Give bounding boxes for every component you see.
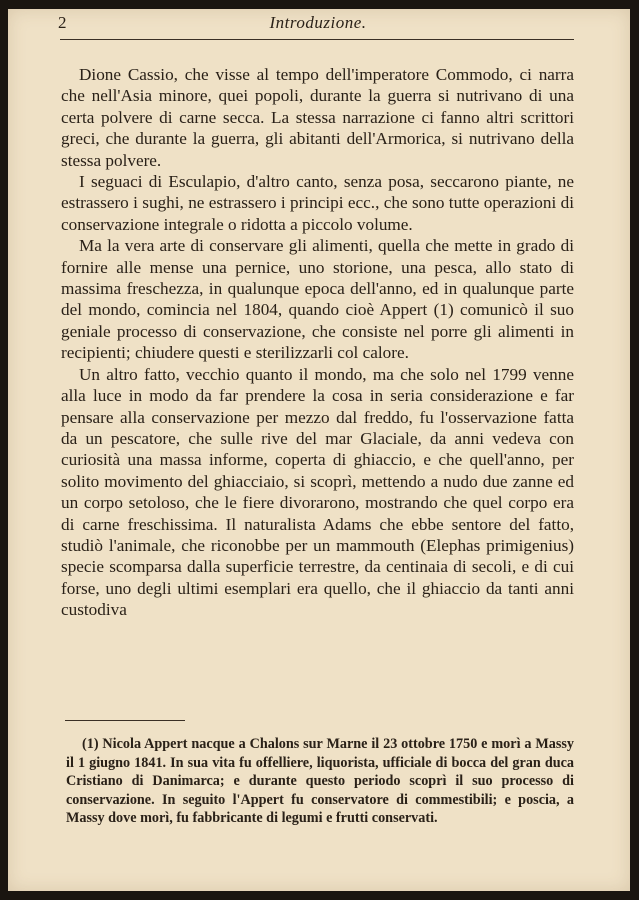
- body-text: [61, 64, 574, 621]
- footnote-text: (1) Nicola Appert nacque a Chalons sur Marne il 23 ottobre 1750 e morì a Massy il 1 giugno 1841. In sua vita fu offelliere, liquorista, ufficiale di bocca del gran duca Cristiano di Danimarca; e durante questo periodo scoprì il suo processo di conservazione. In seguito l'Appert fu conservatore di commestibili; e poscia, a Massy dove morì, fu fabbricante di legumi e frutti conservati.: [66, 736, 574, 827]
- paragraph-3: Ma la vera arte di conservare gli alimenti, quella che mette in grado di fornire alle mense una pernice, uno storione, una pesca, allo stato di massima freschezza, in qualunque epoca dell'anno, ed in qualunque parte del mondo, comincia nel 1804, quando cioè Appert (1) comunicò il suo geniale processo di conservazione, che consiste nel porre gli alimenti in recipienti; chiudere questi e sterilizzarli col calore.: [61, 236, 574, 363]
- running-title: Introduzione.: [269, 13, 367, 32]
- paragraph-4: Un altro fatto, vecchio quanto il mondo, ma che solo nel 1799 venne alla luce in modo da far prendere la cosa in seria considerazione e far pensare alla conservazione per mezzo dal freddo, fu l'osservazione fatta da un pescatore, che sulle rive del mar Glaciale, da anni vedeva con curiosità una massa informe, coperta di ghiaccio, e che quell'anno, per solito movimento del ghiacciaio, si scoprì, mettendo a nudo due zanne ed un corpo setoloso, che le fiere divorarono, mostrando che quel corpo era di carne freschissima. Il naturalista Adams che ebbe sentore del fatto, studiò l'animale, che riconobbe per un mammouth (Elephas primigenius) specie scomparsa dalla superficie terrestre, da centinaia di secoli, e di cui forse, uno degli ultimi esemplari era quello, che il ghiaccio da tanti anni custodiva: [61, 364, 574, 620]
- footnote-rule: [65, 720, 185, 721]
- paragraph-2: I seguaci di Esculapio, d'altro canto, senza posa, seccarono piante, ne estrassero i sughi, ne estrassero i principi ecc., che sono tutte operazioni di conservazione integrale o ridotta a piccolo volume.: [61, 172, 574, 234]
- book-page: [8, 9, 630, 891]
- paragraph-1: Dione Cassio, che visse al tempo dell'imperatore Commodo, ci narra che nell'Asia minore, quei popoli, durante la guerra si nutrivano di una certa polvere di carne secca. La stessa narrazione ci fanno altri scrittori greci, che durante la guerra, gli abitanti dell'Armorica, si nutrivano della stessa polvere.: [61, 65, 574, 170]
- header-rule: [60, 39, 574, 40]
- page-header: [58, 13, 578, 37]
- footnote: [66, 735, 574, 828]
- page-number: 2: [58, 13, 67, 32]
